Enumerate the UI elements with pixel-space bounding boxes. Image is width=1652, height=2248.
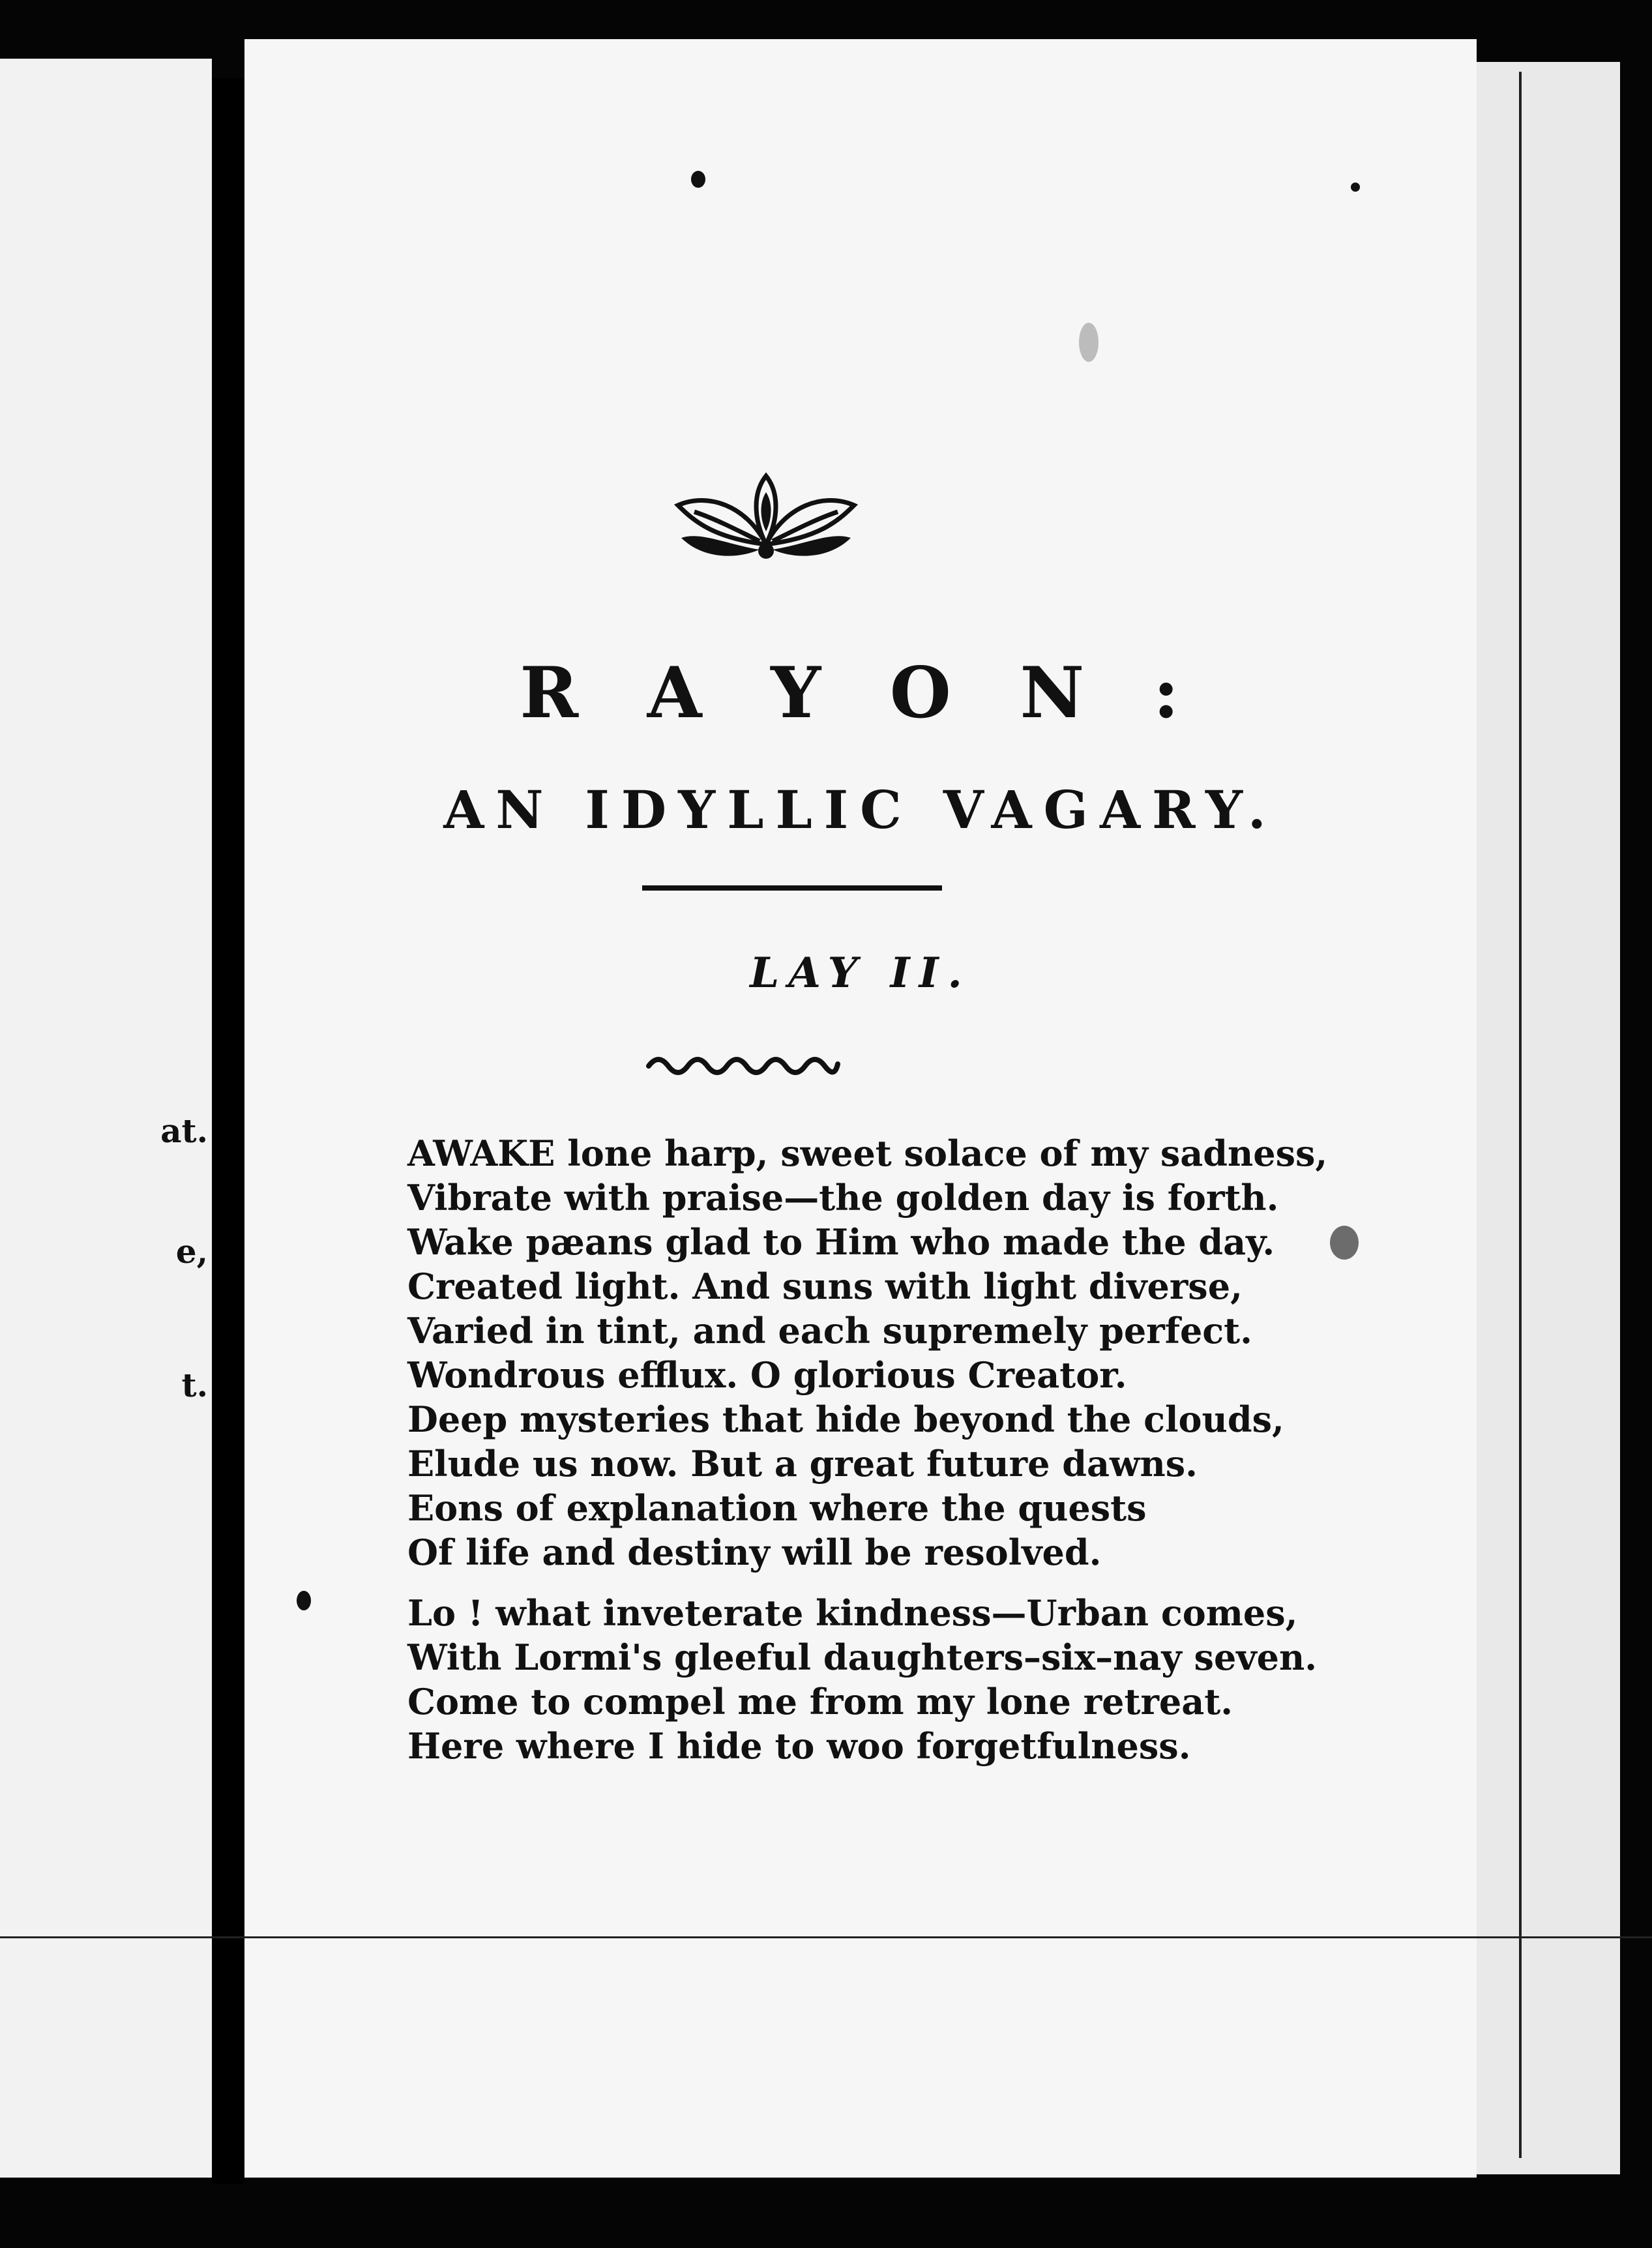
- book-page: [244, 39, 1477, 2178]
- facing-page-text: e,: [175, 1232, 208, 1271]
- poem-line: Vibrate with praise—the golden day is forth.: [407, 1177, 1279, 1219]
- poem-line: Come to compel me from my lone retreat.: [407, 1681, 1233, 1723]
- ink-speck: [1351, 183, 1360, 192]
- floral-ornament-icon: [668, 466, 864, 564]
- title-divider: [642, 885, 942, 891]
- poem-line: Of life and destiny will be resolved.: [407, 1531, 1102, 1573]
- poem-line: AWAKE lone harp, sweet solace of my sadness,: [407, 1132, 1328, 1174]
- ink-speck: [297, 1591, 311, 1610]
- poem-line: Varied in tint, and each supremely perfect.: [407, 1310, 1252, 1352]
- poem-line: Lo ! what inveterate kindness—Urban comes,: [407, 1592, 1298, 1634]
- poem-line: Created light. And suns with light diverse,: [407, 1265, 1243, 1307]
- poem-line: Deep mysteries that hide beyond the clouds,: [407, 1398, 1284, 1440]
- page-edge: [1477, 62, 1620, 2174]
- page-title: R A Y O N :: [520, 652, 1202, 734]
- poem-line: Elude us now. But a great future dawns.: [407, 1443, 1198, 1485]
- scan-line: [0, 1936, 1652, 1938]
- poem-line: With Lormi's gleeful daughters–six–nay seven.: [407, 1636, 1318, 1678]
- poem-line: Eons of explanation where the quests: [407, 1487, 1147, 1529]
- binding-gutter: [212, 78, 244, 2184]
- facing-page-text: t.: [181, 1366, 208, 1404]
- ink-speck: [1079, 323, 1099, 362]
- facing-page-fragment: [0, 59, 212, 2178]
- ink-speck: [1330, 1226, 1359, 1260]
- poem-line: Here where I hide to woo forgetfulness.: [407, 1725, 1191, 1767]
- poem-line: Wondrous efflux. O glorious Creator.: [407, 1354, 1127, 1396]
- wavy-rule-icon: [645, 1050, 841, 1076]
- poem-stanza: [407, 1131, 1328, 1575]
- poem-line: Wake pæans glad to Him who made the day.: [407, 1221, 1275, 1263]
- facing-page-text: at.: [160, 1112, 208, 1150]
- page-edge-line: [1519, 72, 1522, 2158]
- page-subtitle: AN IDYLLIC VAGARY.: [443, 779, 1278, 840]
- ink-speck: [691, 171, 705, 188]
- section-heading: LAY II.: [750, 949, 971, 998]
- poem-stanza: [407, 1591, 1318, 1768]
